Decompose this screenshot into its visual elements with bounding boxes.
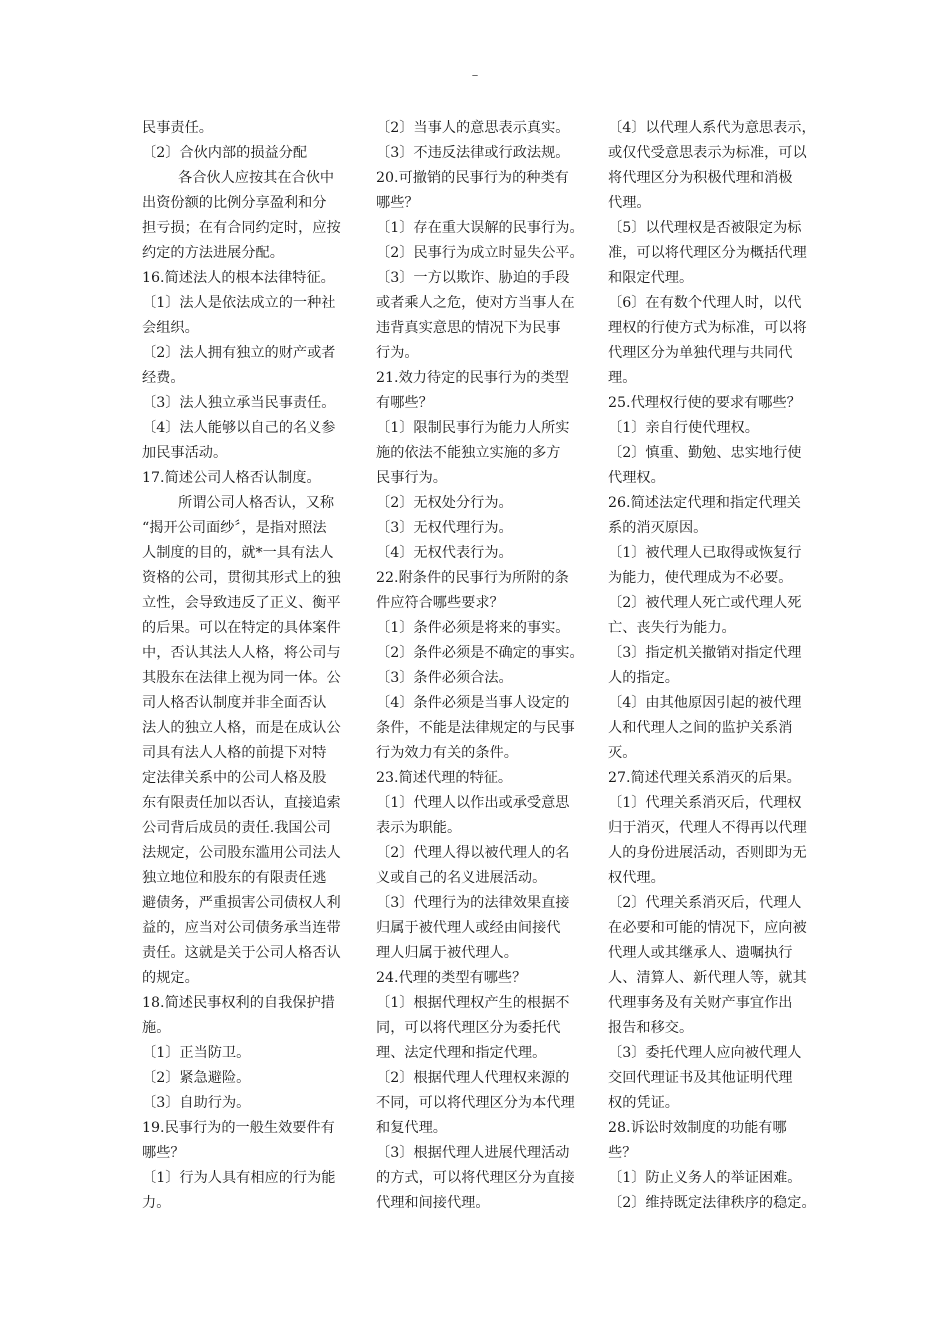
text-line: 23.简述代理的特征。 <box>376 770 513 786</box>
text-line: 施的依法不能独立实施的多方 <box>376 445 561 461</box>
text-line: 民事责任。 <box>142 120 213 136</box>
text-line: 〔4〕条件必须是当事人设定的 <box>376 695 570 711</box>
text-line: 同，可以将代理区分为委托代 <box>376 1020 561 1036</box>
text-line: 益的，应当对公司债务承当连带 <box>142 920 341 936</box>
text-line: 行为效力有关的条件。 <box>376 745 518 761</box>
text-line: 〔4〕无权代表行为。 <box>376 545 513 561</box>
text-line: 力。 <box>142 1195 171 1211</box>
text-line: 或者乘人之危，使对方当事人在 <box>376 295 575 311</box>
text-line: 代理人或其继承人、遗嘱执行 <box>608 945 793 961</box>
text-line: 25.代理权行使的要求有哪些？ <box>608 395 801 411</box>
text-line: 人和代理人之间的监护关系消 <box>608 720 793 736</box>
text-line: 17.简述公司人格否认制度。 <box>142 470 321 486</box>
text-line: 〔4〕以代理人系代为意思表示， <box>608 120 816 136</box>
text-line: 〔1〕条件必须是将来的事实。 <box>376 620 570 636</box>
text-line: 会组织。 <box>142 320 199 336</box>
page-header-mark: – <box>471 68 479 83</box>
text-line: 〔1〕根据代理权产生的根据不 <box>376 995 570 1011</box>
text-line: 人制度的目的，就*一具有法人 <box>142 545 334 561</box>
text-line: 人的指定。 <box>608 670 679 686</box>
text-line: 些？ <box>608 1145 637 1161</box>
text-line: 经费。 <box>142 370 185 386</box>
text-line: 司人格否认制度并非全面否认 <box>142 695 327 711</box>
text-line: 28.诉讼时效制度的功能有哪 <box>608 1120 787 1136</box>
text-line: 〔3〕不违反法律或行政法规。 <box>376 145 570 161</box>
text-line: 〔1〕存在重大误解的民事行为。 <box>376 220 584 236</box>
text-line: 人的身份进展活动，否则即为无 <box>608 845 807 861</box>
text-line: 理、法定代理和指定代理。 <box>376 1045 547 1061</box>
text-line: 系的消灭原因。 <box>608 520 708 536</box>
text-line: 〔3〕指定机关撤销对指定代理 <box>608 645 802 661</box>
text-line: 〔3〕根据代理人进展代理活动 <box>376 1145 570 1161</box>
text-line: 责任。这就是关于公司人格否认 <box>142 945 341 961</box>
text-line: 行为。 <box>376 345 419 361</box>
text-line: 〔3〕代理行为的法律效果直接 <box>376 895 570 911</box>
text-line: 〔2〕被代理人死亡或代理人死 <box>608 595 802 611</box>
text-line: 和限定代理。 <box>608 270 694 286</box>
text-column-3 <box>608 116 818 1216</box>
text-line: 〔2〕条件必须是不确定的事实。 <box>376 645 584 661</box>
text-line: 公司背后成员的责任.我国公司 <box>142 820 331 836</box>
text-line: 代理和间接代理。 <box>376 1195 490 1211</box>
text-line: 〔5〕以代理权是否被限定为标 <box>608 220 802 236</box>
text-line: 避债务，严重损害公司债权人利 <box>142 895 341 911</box>
text-line: 〔3〕法人独立承当民事责任。 <box>142 395 336 411</box>
text-line: 将代理区分为积极代理和消极 <box>608 170 793 186</box>
text-line: 交回代理证书及其他证明代理 <box>608 1070 793 1086</box>
text-line: 代理区分为单独代理与共同代 <box>608 345 793 361</box>
text-line: 〔1〕行为人具有相应的行为能 <box>142 1170 336 1186</box>
text-line: 报告和移交。 <box>608 1020 694 1036</box>
text-line: 〔2〕合伙内部的损益分配 <box>142 145 308 161</box>
text-line: 在必要和可能的情况下，应向被 <box>608 920 807 936</box>
text-line: 民事行为。 <box>376 470 447 486</box>
text-line: 〔1〕防止义务人的举证困难。 <box>608 1170 802 1186</box>
text-line: 或仅代受意思表示为标准，可以 <box>608 145 807 161</box>
text-line: 其股东在法律上视为同一体。公 <box>142 670 341 686</box>
text-line: 立性，会导致违反了正义、衡平 <box>142 595 341 611</box>
text-line: 所谓公司人格否认，又称 <box>178 495 335 511</box>
text-line: 〔3〕条件必须合法。 <box>376 670 513 686</box>
text-line: 理人归属于被代理人。 <box>376 945 518 961</box>
text-line: 〔4〕法人能够以自己的名义参 <box>142 420 336 436</box>
text-line: 司具有法人人格的前提下对特 <box>142 745 327 761</box>
text-line: 违背真实意思的情况下为民事 <box>376 320 561 336</box>
text-line: 哪些？ <box>142 1145 185 1161</box>
text-line: 归于消灭，代理人不得再以代理 <box>608 820 807 836</box>
text-line: 施。 <box>142 1020 171 1036</box>
text-line: 〔1〕代理关系消灭后，代理权 <box>608 795 802 811</box>
text-line: 权代理。 <box>608 870 665 886</box>
text-line: 代理事务及有关财产事宜作出 <box>608 995 793 1011</box>
text-line: 的规定。 <box>142 970 199 986</box>
text-line: 件应符合哪些要求？ <box>376 595 504 611</box>
text-line: 〔1〕被代理人已取得或恢复行 <box>608 545 802 561</box>
text-line: 27.简述代理关系消灭的后果。 <box>608 770 801 786</box>
text-line: 〔2〕代理人得以被代理人的名 <box>376 845 570 861</box>
text-line: 〔2〕无权处分行为。 <box>376 495 513 511</box>
text-line: 独立地位和股东的有限责任逃 <box>142 870 327 886</box>
text-line: 〔6〕在有数个代理人时，以代 <box>608 295 802 311</box>
text-line: 理。 <box>608 370 637 386</box>
text-line: 不同，可以将代理区分为本代理 <box>376 1095 575 1111</box>
text-line: 〔3〕无权代理行为。 <box>376 520 513 536</box>
text-line: 亡、丧失行为能力。 <box>608 620 736 636</box>
text-line: 东有限责任加以否认，直接追索 <box>142 795 341 811</box>
text-line: 义或自己的名义进展活动。 <box>376 870 547 886</box>
text-line: “揭开公司面纱〞，是指对照法 <box>142 520 327 536</box>
text-line: 资格的公司，贯彻其形式上的独 <box>142 570 341 586</box>
text-line: 定法律关系中的公司人格及股 <box>142 770 327 786</box>
text-line: 〔2〕法人拥有独立的财产或者 <box>142 345 336 361</box>
text-line: 表示为职能。 <box>376 820 462 836</box>
text-line: 〔1〕正当防卫。 <box>142 1045 251 1061</box>
text-line: 约定的方法进展分配。 <box>142 245 284 261</box>
text-column-2 <box>376 116 586 1216</box>
text-line: 代理。 <box>608 195 651 211</box>
text-line: 归属于被代理人或经由间接代 <box>376 920 561 936</box>
text-line: 〔2〕紧急避险。 <box>142 1070 251 1086</box>
text-line: 24.代理的类型有哪些？ <box>376 970 527 986</box>
text-line: 法人的独立人格，而是在成认公 <box>142 720 341 736</box>
text-line: 〔2〕根据代理人代理权来源的 <box>376 1070 570 1086</box>
text-line: 人、清算人、新代理人等，就其 <box>608 970 807 986</box>
text-line: 准，可以将代理区分为概括代理 <box>608 245 807 261</box>
text-column-1 <box>142 116 352 1216</box>
text-line: 有哪些？ <box>376 395 433 411</box>
text-line: 的方式，可以将代理区分为直接 <box>376 1170 575 1186</box>
text-line: 20.可撤销的民事行为的种类有 <box>376 170 569 186</box>
text-line: 的后果。可以在特定的具体案件 <box>142 620 341 636</box>
text-line: 〔4〕由其他原因引起的被代理 <box>608 695 802 711</box>
text-line: 22.附条件的民事行为所附的条 <box>376 570 569 586</box>
text-line: 〔2〕代理关系消灭后，代理人 <box>608 895 802 911</box>
text-line: 加民事活动。 <box>142 445 228 461</box>
text-line: 〔1〕代理人以作出或承受意思 <box>376 795 570 811</box>
text-line: 〔3〕委托代理人应向被代理人 <box>608 1045 802 1061</box>
text-line: 〔3〕一方以欺诈、胁迫的手段 <box>376 270 570 286</box>
text-line: 为能力，使代理成为不必要。 <box>608 570 793 586</box>
text-line: 19.民事行为的一般生效要件有 <box>142 1120 335 1136</box>
text-line: 法规定，公司股东滥用公司法人 <box>142 845 341 861</box>
text-line: 〔2〕当事人的意思表示真实。 <box>376 120 570 136</box>
text-line: 和复代理。 <box>376 1120 447 1136</box>
text-line: 代理权。 <box>608 470 665 486</box>
text-line: 〔3〕自助行为。 <box>142 1095 251 1111</box>
text-line: 出资份额的比例分享盈利和分 <box>142 195 327 211</box>
text-line: 理权的行使方式为标准，可以将 <box>608 320 807 336</box>
text-line: 〔2〕维持既定法律秩序的稳定。 <box>608 1195 816 1211</box>
text-line: 21.效力待定的民事行为的类型 <box>376 370 569 386</box>
text-line: 条件，不能是法律规定的与民事 <box>376 720 575 736</box>
text-line: 〔1〕限制民事行为能力人所实 <box>376 420 570 436</box>
text-line: 〔1〕法人是依法成立的一种社 <box>142 295 336 311</box>
text-line: 灭。 <box>608 745 637 761</box>
text-line: 各合伙人应按其在合伙中 <box>178 170 335 186</box>
text-line: 权的凭证。 <box>608 1095 679 1111</box>
text-line: 中，否认其法人人格，将公司与 <box>142 645 341 661</box>
text-line: 担亏损；在有合同约定时，应按 <box>142 220 341 236</box>
text-line: 26.简述法定代理和指定代理关 <box>608 495 801 511</box>
text-line: 〔1〕亲自行使代理权。 <box>608 420 759 436</box>
text-line: 〔2〕民事行为成立时显失公平。 <box>376 245 584 261</box>
text-line: 〔2〕慎重、勤勉、忠实地行使 <box>608 445 802 461</box>
text-line: 16.简述法人的根本法律特征。 <box>142 270 335 286</box>
text-line: 哪些？ <box>376 195 419 211</box>
text-line: 18.简述民事权利的自我保护措 <box>142 995 335 1011</box>
